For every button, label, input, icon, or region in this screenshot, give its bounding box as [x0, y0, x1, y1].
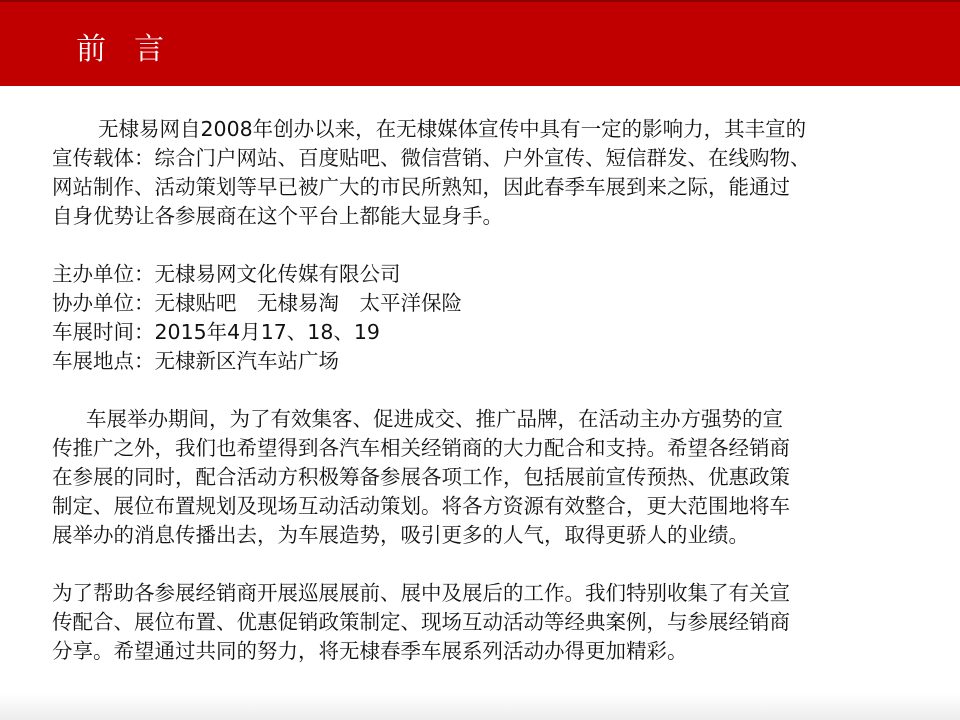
title-bar — [0, 0, 960, 86]
closing-line: 为了帮助各参展经销商开展巡展展前、展中及展后的工作。我们特别收集了有关宣 — [52, 581, 790, 605]
intro-line: 宣传载体：综合门户网站、百度贴吧、微信营销、户外宣传、短信群发、在线购物、 — [52, 146, 811, 170]
event-info — [52, 260, 932, 376]
page-title: 前言 — [76, 32, 192, 67]
intro-line: 网站制作、活动策划等早已被广大的市民所熟知，因此春季车展到来之际，能通过 — [52, 175, 790, 199]
body-line: 展举办的消息传播出去，为车展造势，吸引更多的人气，取得更骄人的业绩。 — [52, 523, 749, 547]
paragraph-gap — [52, 231, 932, 260]
body-line: 制定、展位布置规划及现场互动活动策划。将各方资源有效整合，更大范围地将车 — [52, 494, 790, 518]
intro-paragraph — [52, 115, 932, 231]
event-time-line: 车展时间：2015年4月17、18、19 — [52, 320, 380, 344]
body-line: 车展举办期间，为了有效集客、促进成交、推广品牌，在活动主办方强势的宣 — [86, 407, 783, 431]
body-line: 传推广之外，我们也希望得到各汽车相关经销商的大力配合和支持。希望各经销商 — [52, 436, 790, 460]
body-paragraph — [52, 405, 932, 550]
intro-line: 无棣易网自2008年创办以来，在无棣媒体宣传中具有一定的影响力，其丰宣的 — [98, 117, 807, 141]
bottom-shadow — [0, 694, 960, 720]
slide-content — [52, 115, 932, 666]
closing-line: 传配合、展位布置、优惠促销政策制定、现场互动活动等经典案例，与参展经销商 — [52, 610, 790, 634]
closing-line: 分享。希望通过共同的努力，将无棣春季车展系列活动办得更加精彩。 — [52, 639, 688, 663]
event-location-line: 车展地点：无棣新区汽车站广场 — [52, 349, 339, 373]
body-line: 在参展的同时，配合活动方积极筹备参展各项工作，包括展前宣传预热、优惠政策 — [52, 465, 790, 489]
intro-line: 自身优势让各参展商在这个平台上都能大显身手。 — [52, 204, 503, 228]
paragraph-gap — [52, 550, 932, 579]
organizer-line: 主办单位：无棣易网文化传媒有限公司 — [52, 262, 401, 286]
paragraph-gap — [52, 376, 932, 405]
co-organizer-line: 协办单位：无棣贴吧 无棣易淘 太平洋保险 — [52, 291, 462, 315]
closing-paragraph — [52, 579, 932, 666]
